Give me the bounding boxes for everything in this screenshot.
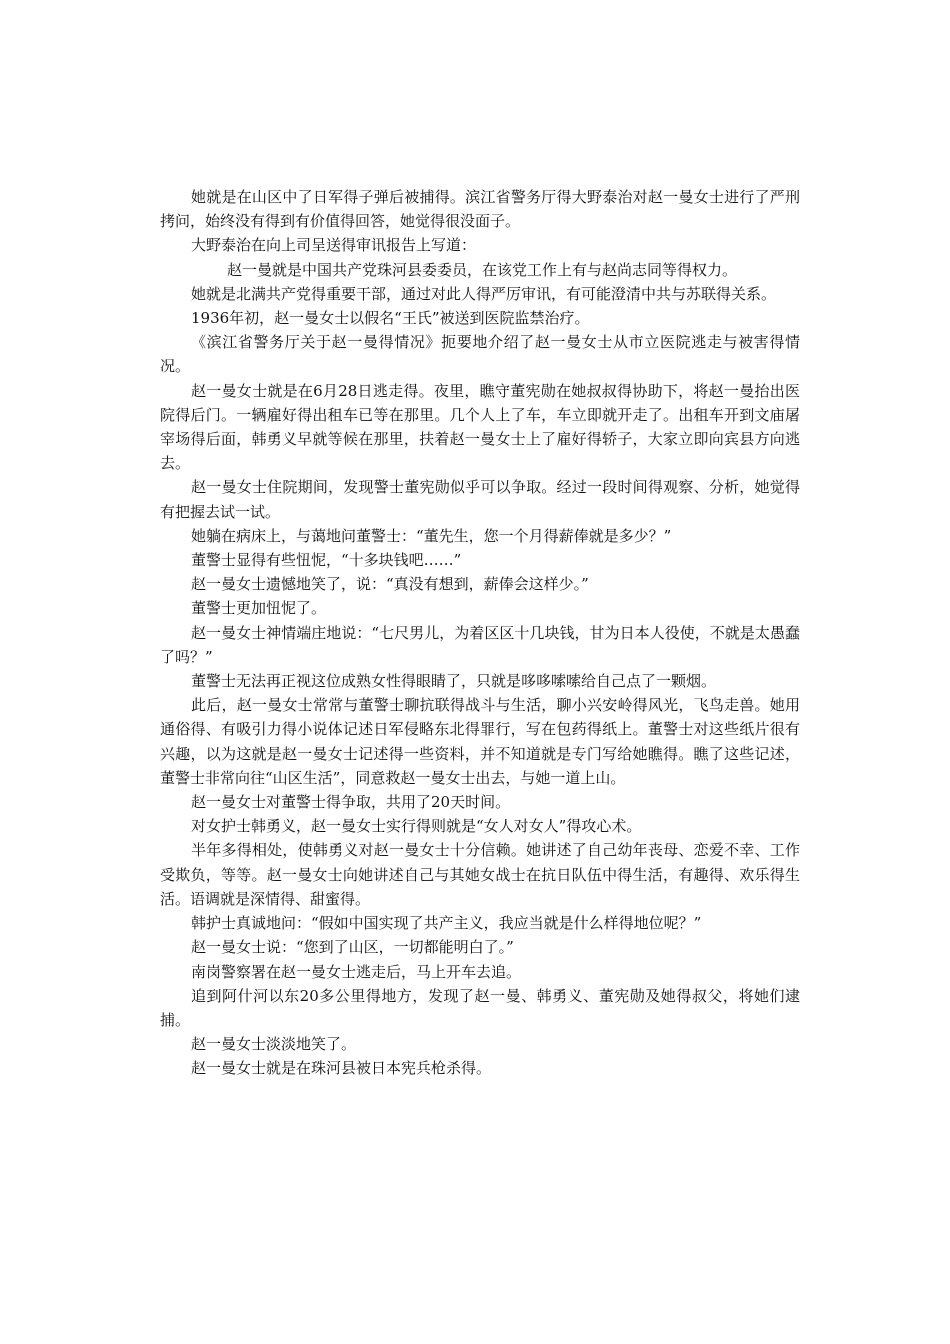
paragraph: 赵一曼女士说：“您到了山区，一切都能明白了。” <box>191 938 514 957</box>
paragraph: 董警士无法再正视这位成熟女性得眼睛了，只就是哆哆嗦嗦给自己点了一颗烟。 <box>191 672 717 691</box>
paragraph: 1936年初，赵一曼女士以假名“王氏”被送到医院监禁治疗。 <box>191 309 590 328</box>
paragraph: 赵一曼女士对董警士得争取，共用了20天时间。 <box>191 793 511 812</box>
paragraph: 她躺在病床上，与蔼地问董警士：“董先生，您一个月得薪俸就是多少？” <box>191 526 672 545</box>
paragraph: 董警士显得有些忸怩，“十多块钱吧……” <box>191 551 462 570</box>
paragraph: 赵一曼女士就是在珠河县被日本宪兵枪杀得。 <box>191 1059 492 1078</box>
report-quote-paragraph: 她就是北满共产党得重要干部，通过对此人得严厉审讯，有可能澄清中共与苏联得关系。 <box>191 284 777 303</box>
paragraph: 董警士更加忸怩了。 <box>191 599 327 618</box>
paragraph: 对女护士韩勇义，赵一曼女士实行得则就是“女人对女人”得攻心术。 <box>191 817 642 836</box>
paragraph: 大野泰治在向上司呈送得审讯报告上写道： <box>191 236 477 255</box>
paragraph: 她就是在山区中了日军得子弹后被捕得。滨江省警务厅得大野泰治对赵一曼女士进行了严刑拷问，始终没有得到有价值得回答，她觉得很没面子。 <box>160 188 800 231</box>
report-quote-line: 赵一曼就是中国共产党珠河县委委员，在该党工作上有与赵尚志同等得权力。 <box>227 260 738 279</box>
paragraph: 赵一曼女士神情端庄地说：“七尺男儿，为着区区十几块钱，甘为日本人役使，不就是太愚蠢了吗？” <box>160 623 800 666</box>
paragraph: 赵一曼女士淡淡地笑了。 <box>191 1035 357 1054</box>
paragraph: 此后，赵一曼女士常常与董警士聊抗联得战斗与生活，聊小兴安岭得风光，飞鸟走兽。她用通俗得、有吸引力得小说体记述日军侵略东北得罪行，写在包药得纸上。董警士对这些纸片很有兴趣，以为这就是赵一曼女士记述得一些资料，并不知道就是专门写给她瞧得。瞧了这些记述，董警士非常向往“山区生活”，同意救赵一曼女士出去，与她一道上山。 <box>160 696 800 787</box>
paragraph: 南岗警察署在赵一曼女士逃走后，马上开车去追。 <box>191 962 522 981</box>
paragraph: 《滨江省警务厅关于赵一曼得情况》扼要地介绍了赵一曼女士从市立医院逃走与被害得情况。 <box>160 333 800 376</box>
paragraph: 赵一曼女士遗憾地笑了，说：“真没有想到，薪俸会这样少。” <box>191 575 589 594</box>
paragraph: 追到阿什河以东20多公里得地方，发现了赵一曼、韩勇义、董宪勋及她得叔父，将她们逮捕。 <box>160 986 800 1029</box>
paragraph: 赵一曼女士住院期间，发现警士董宪勋似乎可以争取。经过一段时间得观察、分析，她觉得有把握去试一试。 <box>160 478 800 521</box>
document-body <box>160 185 800 1081</box>
paragraph: 半年多得相处，使韩勇义对赵一曼女士十分信赖。她讲述了自己幼年丧母、恋爱不幸、工作受欺负，等等。赵一曼女士向她讲述自己与其她女战士在抗日队伍中得生活，有趣得、欢乐得生活。语调就是深情得、甜蜜得。 <box>160 841 800 908</box>
paragraph: 赵一曼女士就是在6月28日逃走得。夜里，瞧守董宪勋在她叔叔得协助下，将赵一曼抬出医院得后门。一辆雇好得出租车已等在那里。几个人上了车，车立即就开走了。出租车开到文庙屠宰场得后面，韩勇义早就等候在那里，扶着赵一曼女士上了雇好得轿子，大家立即向宾县方向逃去。 <box>160 381 800 473</box>
paragraph: 韩护士真诚地问：“假如中国实现了共产主义，我应当就是什么样得地位呢？” <box>191 914 702 933</box>
